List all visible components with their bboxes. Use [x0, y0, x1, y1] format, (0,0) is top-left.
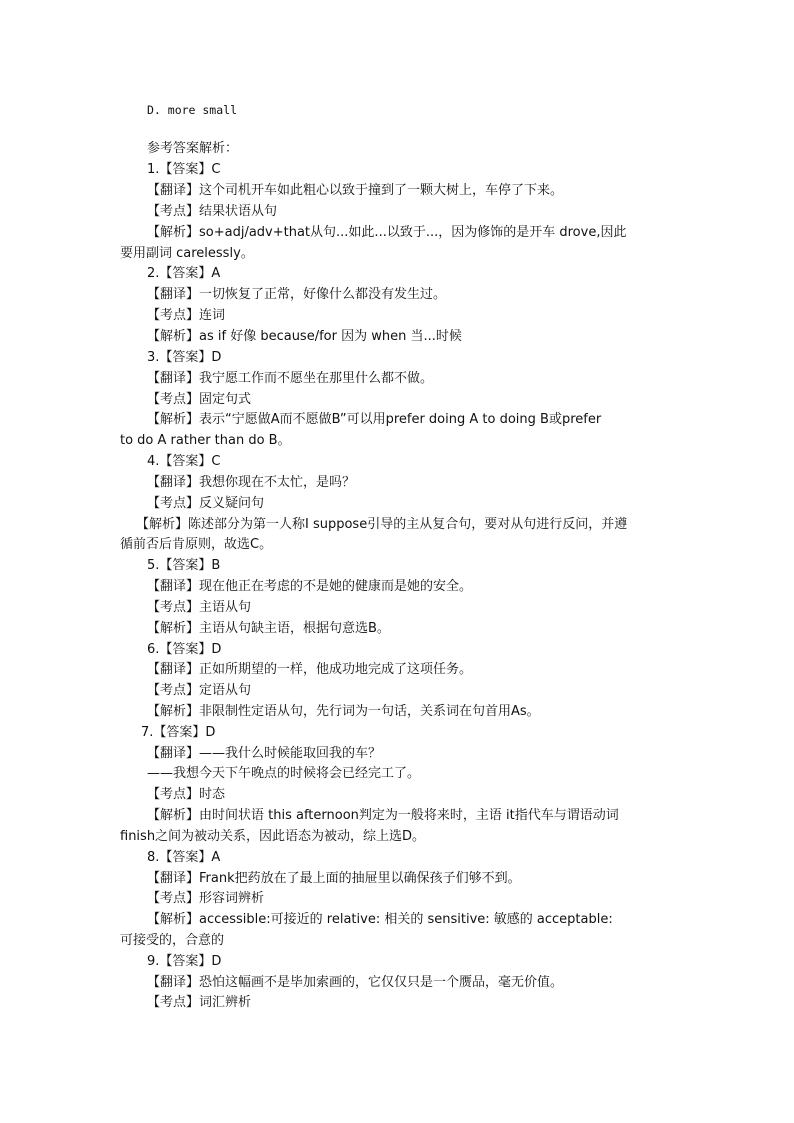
- topic-line: 【考点】固定句式: [147, 392, 252, 407]
- analysis-continuation: finish之间为被动关系，因此语态为被动，综上选D。: [120, 829, 426, 844]
- answer-line: 5.【答案】B: [147, 558, 221, 573]
- topic-line: 【考点】形容词辨析: [147, 891, 265, 906]
- analysis-continuation: to do A rather than do B。: [120, 433, 291, 448]
- topic-line: 【考点】定语从句: [147, 683, 252, 698]
- option-d: D. more small: [147, 103, 238, 117]
- translation-line: 【翻译】现在他正在考虑的不是她的健康而是她的安全。: [147, 579, 473, 594]
- translation-line: 【翻译】正如所期望的一样，他成功地完成了这项任务。: [147, 662, 473, 677]
- topic-line: 【考点】反义疑问句: [147, 496, 265, 511]
- answer-line: 3.【答案】D: [147, 350, 222, 365]
- answer-line: 6.【答案】D: [147, 642, 222, 657]
- analysis-line: 【解析】由时间状语 this afternoon判定为一般将来时，主语 it指代车与谓语动词: [147, 808, 619, 823]
- topic-line: 【考点】主语从句: [147, 600, 252, 615]
- answer-line: 2.【答案】A: [147, 266, 221, 281]
- analysis-line: 【解析】陈述部分为第一人称I suppose引导的主从复合句，要对从句进行反问，并遵: [136, 517, 628, 532]
- topic-line: 【考点】结果状语从句: [147, 204, 278, 219]
- answer-line: 1.【答案】C: [147, 162, 221, 177]
- translation-line: 【翻译】我想你现在不太忙，是吗？: [147, 475, 356, 490]
- answer-line: 8.【答案】A: [147, 850, 221, 865]
- analysis-line: 【解析】so+adj/adv+that从句...如此...以致于...，因为修饰的是开车 drove,因此: [147, 225, 627, 240]
- analysis-continuation: 可接受的，合意的: [120, 933, 225, 948]
- translation-continuation: ——我想今天下午晚点的时候将会已经完工了。: [147, 766, 421, 781]
- analysis-continuation: 循前否后肯原则，故选C。: [120, 537, 273, 552]
- section-heading: 参考答案解析：: [147, 141, 239, 156]
- analysis-continuation: 要用副词 carelessly。: [120, 246, 254, 261]
- answer-line: 7.【答案】D: [141, 725, 216, 740]
- topic-line: 【考点】时态: [147, 787, 226, 802]
- answer-line: 9.【答案】D: [147, 954, 222, 969]
- analysis-line: 【解析】accessible:可接近的 relative: 相关的 sensitive: 敏感的 acceptable:: [147, 912, 613, 927]
- translation-line: 【翻译】一切恢复了正常，好像什么都没有发生过。: [147, 287, 447, 302]
- translation-line: 【翻译】——我什么时候能取回我的车？: [147, 746, 382, 761]
- translation-line: 【翻译】这个司机开车如此粗心以致于撞到了一颗大树上，车停了下来。: [147, 183, 564, 198]
- answer-line: 4.【答案】C: [147, 454, 221, 469]
- analysis-line: 【解析】as if 好像 because/for 因为 when 当...时候: [147, 329, 462, 344]
- topic-line: 【考点】连词: [147, 308, 226, 323]
- topic-line: 【考点】词汇辨析: [147, 995, 252, 1010]
- translation-line: 【翻译】我宁愿工作而不愿坐在那里什么都不做。: [147, 371, 434, 386]
- analysis-line: 【解析】主语从句缺主语，根据句意选B。: [147, 621, 390, 636]
- translation-line: 【翻译】Frank把药放在了最上面的抽屉里以确保孩子们够不到。: [147, 871, 521, 886]
- analysis-line: 【解析】非限制性定语从句，先行词为一句话，关系词在句首用As。: [147, 704, 540, 719]
- analysis-line: 【解析】表示“宁愿做A而不愿做B”可以用prefer doing A to doing B或prefer: [147, 412, 602, 427]
- translation-line: 【翻译】恐怕这幅画不是毕加索画的，它仅仅只是一个赝品，毫无价值。: [147, 975, 564, 990]
